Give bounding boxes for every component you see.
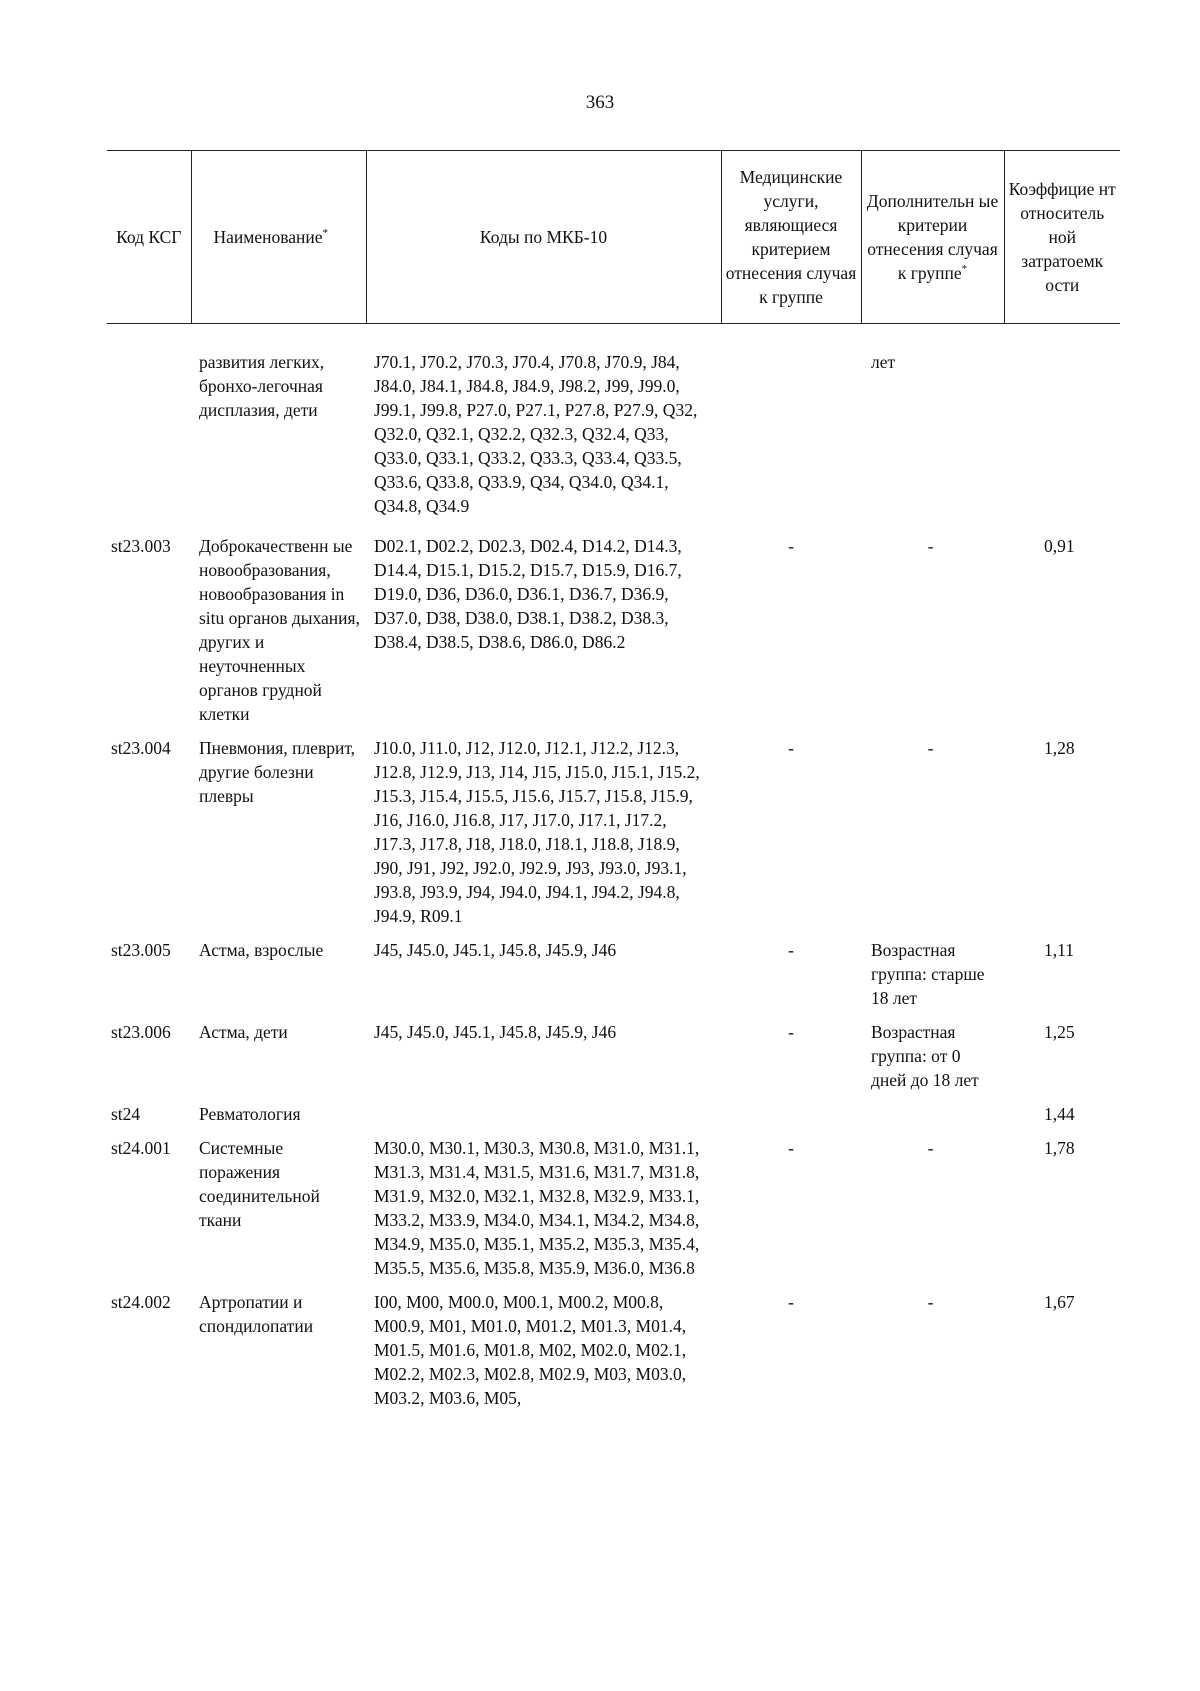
header-coefficient: Коэффицие нт относитель ной затратоемк ости — [1004, 151, 1120, 324]
row-code: st24.002 — [111, 1292, 171, 1312]
table-row — [107, 938, 1120, 1020]
header-medical-services: Медицинские услуги, являющиеся критерием отнесения случая к группе — [721, 151, 861, 324]
row-mkb-codes: J70.1, J70.2, J70.3, J70.4, J70.8, J70.9, J84, J84.0, J84.1, J84.8, J84.9, J98.2, J99, J99.0, J99.1, J99.8, P27.0, P27.1, P27.8, P27.9, Q32, Q32.0, Q32.1, Q32.2, Q32.3, Q32.4, Q33, Q33.0, Q33.1, Q33.2, Q33.3, Q33.4, Q33.5, Q33.6, Q33.8, Q33.9, Q34, Q34.0, Q34.1, Q34.8, Q34.9 — [374, 352, 698, 516]
row-mkb-codes — [366, 1102, 721, 1136]
table-row — [107, 1136, 1120, 1290]
row-coefficient: 1,28 — [1044, 738, 1075, 758]
row-name: развития легких, бронхо-легочная дисплазия, дети — [199, 352, 325, 420]
row-additional-criteria: Возрастная группа: от 0 дней до 18 лет — [871, 1022, 979, 1090]
row-additional-criteria: - — [927, 1292, 934, 1312]
row-additional-criteria: Возрастная группа: старше 18 лет — [871, 940, 985, 1008]
row-coefficient: 1,44 — [1044, 1104, 1075, 1124]
table-row — [107, 1102, 1120, 1136]
row-coefficient — [1004, 324, 1120, 529]
header-code: Код КСГ — [107, 151, 191, 324]
row-coefficient: 1,78 — [1044, 1138, 1075, 1158]
row-code: st24 — [111, 1104, 141, 1124]
row-medical-services — [721, 1102, 861, 1136]
row-code: st23.003 — [111, 536, 171, 556]
table-row — [107, 736, 1120, 938]
row-coefficient: 1,67 — [1044, 1292, 1075, 1312]
row-name: Артропатии и спондилопатии — [199, 1292, 314, 1336]
row-mkb-codes: I00, M00, M00.0, M00.1, M00.2, M00.8, M00.9, M01, M01.0, M01.2, M01.3, M01.4, M01.5, M01.6, M01.8, M02, M02.0, M02.1, M02.2, M02.3, M02.8, M02.9, M03, M03.0, M03.2, M03.6, M05, — [374, 1292, 687, 1408]
header-additional-footnote-mark: * — [961, 263, 968, 276]
row-name: Астма, дети — [199, 1022, 288, 1042]
row-code: st23.006 — [111, 1022, 171, 1042]
page-number: 363 — [585, 92, 615, 113]
table-row — [107, 528, 1120, 736]
table-row — [107, 1290, 1120, 1420]
row-additional-criteria: - — [927, 536, 934, 556]
row-medical-services: - — [788, 738, 794, 758]
row-name: Системные поражения соединительной ткани — [199, 1138, 320, 1230]
row-medical-services: - — [788, 1022, 794, 1042]
row-medical-services: - — [788, 1138, 794, 1158]
row-code: st23.004 — [111, 738, 171, 758]
row-medical-services: - — [788, 1292, 794, 1312]
row-coefficient: 1,25 — [1044, 1022, 1075, 1042]
row-code: st23.005 — [111, 940, 171, 960]
row-additional-criteria: лет — [871, 352, 896, 372]
row-name: Астма, взрослые — [199, 940, 324, 960]
header-name-footnote-mark: * — [322, 227, 329, 240]
row-mkb-codes: J45, J45.0, J45.1, J45.8, J45.9, J46 — [374, 940, 617, 960]
table-row — [107, 1020, 1120, 1102]
ksg-table — [107, 150, 1120, 1420]
row-additional-criteria — [861, 1102, 1004, 1136]
row-additional-criteria: - — [927, 1138, 934, 1158]
row-medical-services: - — [788, 536, 794, 556]
row-mkb-codes: J10.0, J11.0, J12, J12.0, J12.1, J12.2, J12.3, J12.8, J12.9, J13, J14, J15, J15.0, J15.1, J15.2, J15.3, J15.4, J15.5, J15.6, J15.7, J15.8, J15.9, J16, J16.0, J16.8, J17, J17.0, J17.1, J17.2, J17.3, J17.8, J18, J18.0, J18.1, J18.8, J18.9, J90, J91, J92, J92.0, J92.9, J93, J93.0, J93.1, J93.8, J93.9, J94, J94.0, J94.1, J94.2, J94.8, J94.9, R09.1 — [374, 738, 700, 926]
row-name: Ревматология — [199, 1104, 301, 1124]
table-body — [107, 324, 1120, 1421]
row-medical-services: - — [788, 940, 794, 960]
row-coefficient: 1,11 — [1044, 940, 1074, 960]
row-mkb-codes: D02.1, D02.2, D02.3, D02.4, D14.2, D14.3, D14.4, D15.1, D15.2, D15.7, D15.9, D16.7, D19.0, D36, D36.0, D36.1, D36.7, D36.9, D37.0, D38, D38.0, D38.1, D38.2, D38.3, D38.4, D38.5, D38.6, D86.0, D86.2 — [374, 536, 682, 652]
row-name: Пневмония, плеврит, другие болезни плевры — [199, 738, 356, 806]
row-mkb-codes: J45, J45.0, J45.1, J45.8, J45.9, J46 — [374, 1022, 617, 1042]
header-name: Наименование* — [191, 151, 366, 324]
row-code: st24.001 — [111, 1138, 171, 1158]
table-row — [107, 324, 1120, 529]
table-header — [107, 151, 1120, 324]
row-additional-criteria: - — [927, 738, 934, 758]
row-medical-services — [721, 324, 861, 529]
header-mkb-codes: Коды по МКБ-10 — [366, 151, 721, 324]
row-code — [107, 324, 191, 529]
row-coefficient: 0,91 — [1044, 536, 1075, 556]
row-name: Доброкачественн ые новообразования, новообразования in situ органов дыхания, других и неуточненных органов грудной клетки — [199, 536, 360, 724]
header-additional-criteria: Дополнительн ые критерии отнесения случая к группе* — [861, 151, 1004, 324]
row-mkb-codes: M30.0, M30.1, M30.3, M30.8, M31.0, M31.1, M31.3, M31.4, M31.5, M31.6, M31.7, M31.8, M31.9, M32.0, M32.1, M32.8, M32.9, M33.1, M33.2, M33.9, M34.0, M34.1, M34.2, M34.8, M34.9, M35.0, M35.1, M35.2, M35.3, M35.4, M35.5, M35.6, M35.8, M35.9, M36.0, M36.8 — [374, 1138, 700, 1278]
